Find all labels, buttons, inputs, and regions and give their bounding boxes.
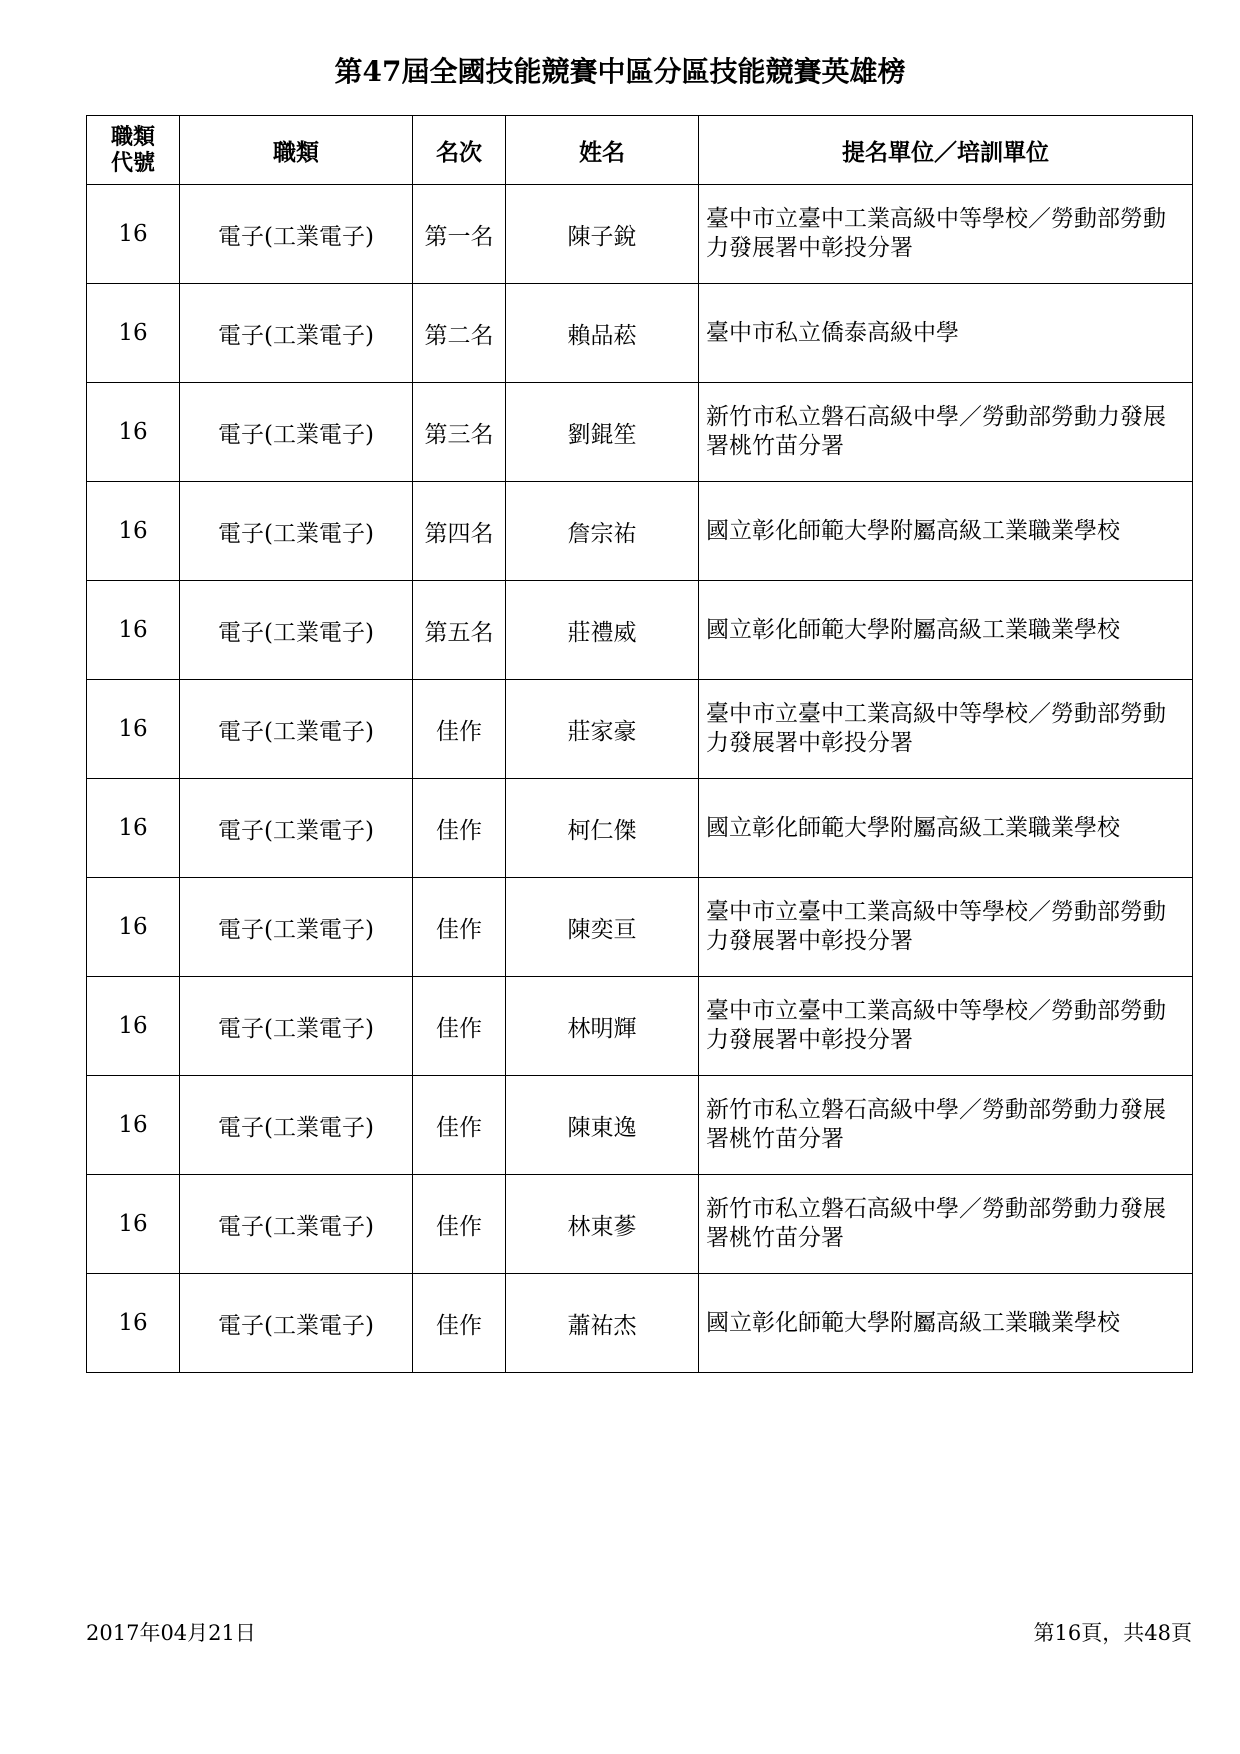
cell-code: 16 (87, 779, 180, 878)
cell-name: 陳子銳 (506, 185, 699, 284)
table-row (87, 680, 1193, 779)
cell-code: 16 (87, 383, 180, 482)
cell-unit: 國立彰化師範大學附屬高級工業職業學校 (699, 1274, 1193, 1373)
table-row (87, 779, 1193, 878)
cell-rank: 佳作 (413, 878, 506, 977)
cell-rank: 佳作 (413, 779, 506, 878)
cell-code: 16 (87, 581, 180, 680)
cell-rank: 佳作 (413, 1076, 506, 1175)
cell-code: 16 (87, 878, 180, 977)
cell-name: 林明輝 (506, 977, 699, 1076)
cell-name: 蕭祐杰 (506, 1274, 699, 1373)
cell-rank: 佳作 (413, 977, 506, 1076)
table-row (87, 383, 1193, 482)
cell-name: 莊禮威 (506, 581, 699, 680)
table-row (87, 878, 1193, 977)
cell-unit: 新竹市私立磐石高級中學／勞動部勞動力發展署桃竹苗分署 (699, 383, 1193, 482)
header-code-line1: 職類 (110, 124, 155, 150)
hero-table-container (86, 115, 1192, 1373)
cell-rank: 第四名 (413, 482, 506, 581)
header-unit: 提名單位／培訓單位 (699, 116, 1193, 185)
cell-category: 電子(工業電子) (180, 1076, 413, 1175)
header-category-code (87, 116, 180, 185)
cell-code: 16 (87, 977, 180, 1076)
cell-name: 林東蔘 (506, 1175, 699, 1274)
table-row (87, 977, 1193, 1076)
header-rank: 名次 (413, 116, 506, 185)
cell-name: 賴品菘 (506, 284, 699, 383)
cell-unit: 國立彰化師範大學附屬高級工業職業學校 (699, 779, 1193, 878)
cell-code: 16 (87, 680, 180, 779)
cell-unit: 新竹市私立磐石高級中學／勞動部勞動力發展署桃竹苗分署 (699, 1175, 1193, 1274)
cell-name: 詹宗祐 (506, 482, 699, 581)
cell-name: 陳奕亘 (506, 878, 699, 977)
cell-rank: 第三名 (413, 383, 506, 482)
cell-category: 電子(工業電子) (180, 482, 413, 581)
cell-unit: 國立彰化師範大學附屬高級工業職業學校 (699, 482, 1193, 581)
cell-code: 16 (87, 284, 180, 383)
cell-rank: 第一名 (413, 185, 506, 284)
table-header-row (87, 116, 1193, 185)
cell-category: 電子(工業電子) (180, 680, 413, 779)
cell-code: 16 (87, 1175, 180, 1274)
cell-code: 16 (87, 1076, 180, 1175)
cell-code: 16 (87, 482, 180, 581)
table-row (87, 1274, 1193, 1373)
table-row (87, 482, 1193, 581)
cell-unit: 新竹市私立磐石高級中學／勞動部勞動力發展署桃竹苗分署 (699, 1076, 1193, 1175)
table-row (87, 1175, 1193, 1274)
cell-name: 劉錕笙 (506, 383, 699, 482)
cell-unit: 臺中市立臺中工業高級中等學校／勞動部勞動力發展署中彰投分署 (699, 185, 1193, 284)
cell-unit: 臺中市立臺中工業高級中等學校／勞動部勞動力發展署中彰投分署 (699, 977, 1193, 1076)
cell-rank: 第二名 (413, 284, 506, 383)
cell-category: 電子(工業電子) (180, 1274, 413, 1373)
cell-rank: 佳作 (413, 1175, 506, 1274)
cell-unit: 臺中市私立僑泰高級中學 (699, 284, 1193, 383)
footer-page-number: 第16頁，共48頁 (1033, 1621, 1192, 1645)
cell-code: 16 (87, 1274, 180, 1373)
cell-unit: 臺中市立臺中工業高級中等學校／勞動部勞動力發展署中彰投分署 (699, 878, 1193, 977)
table-body (87, 185, 1193, 1373)
footer-date: 2017年04月21日 (86, 1621, 256, 1645)
cell-rank: 佳作 (413, 1274, 506, 1373)
header-code-line2: 代號 (110, 150, 155, 176)
cell-rank: 佳作 (413, 680, 506, 779)
cell-rank: 第五名 (413, 581, 506, 680)
cell-category: 電子(工業電子) (180, 185, 413, 284)
hero-table (86, 115, 1193, 1373)
header-name: 姓名 (506, 116, 699, 185)
table-row (87, 284, 1193, 383)
table-row (87, 1076, 1193, 1175)
page-title: 第47屆全國技能競賽中區分區技能競賽英雄榜 (334, 55, 906, 88)
cell-name: 陳東逸 (506, 1076, 699, 1175)
table-row (87, 581, 1193, 680)
cell-category: 電子(工業電子) (180, 1175, 413, 1274)
cell-code: 16 (87, 185, 180, 284)
cell-category: 電子(工業電子) (180, 779, 413, 878)
cell-unit: 臺中市立臺中工業高級中等學校／勞動部勞動力發展署中彰投分署 (699, 680, 1193, 779)
cell-category: 電子(工業電子) (180, 977, 413, 1076)
header-category: 職類 (180, 116, 413, 185)
cell-category: 電子(工業電子) (180, 878, 413, 977)
cell-category: 電子(工業電子) (180, 383, 413, 482)
cell-category: 電子(工業電子) (180, 581, 413, 680)
cell-unit: 國立彰化師範大學附屬高級工業職業學校 (699, 581, 1193, 680)
cell-category: 電子(工業電子) (180, 284, 413, 383)
table-row (87, 185, 1193, 284)
cell-name: 柯仁傑 (506, 779, 699, 878)
cell-name: 莊家豪 (506, 680, 699, 779)
